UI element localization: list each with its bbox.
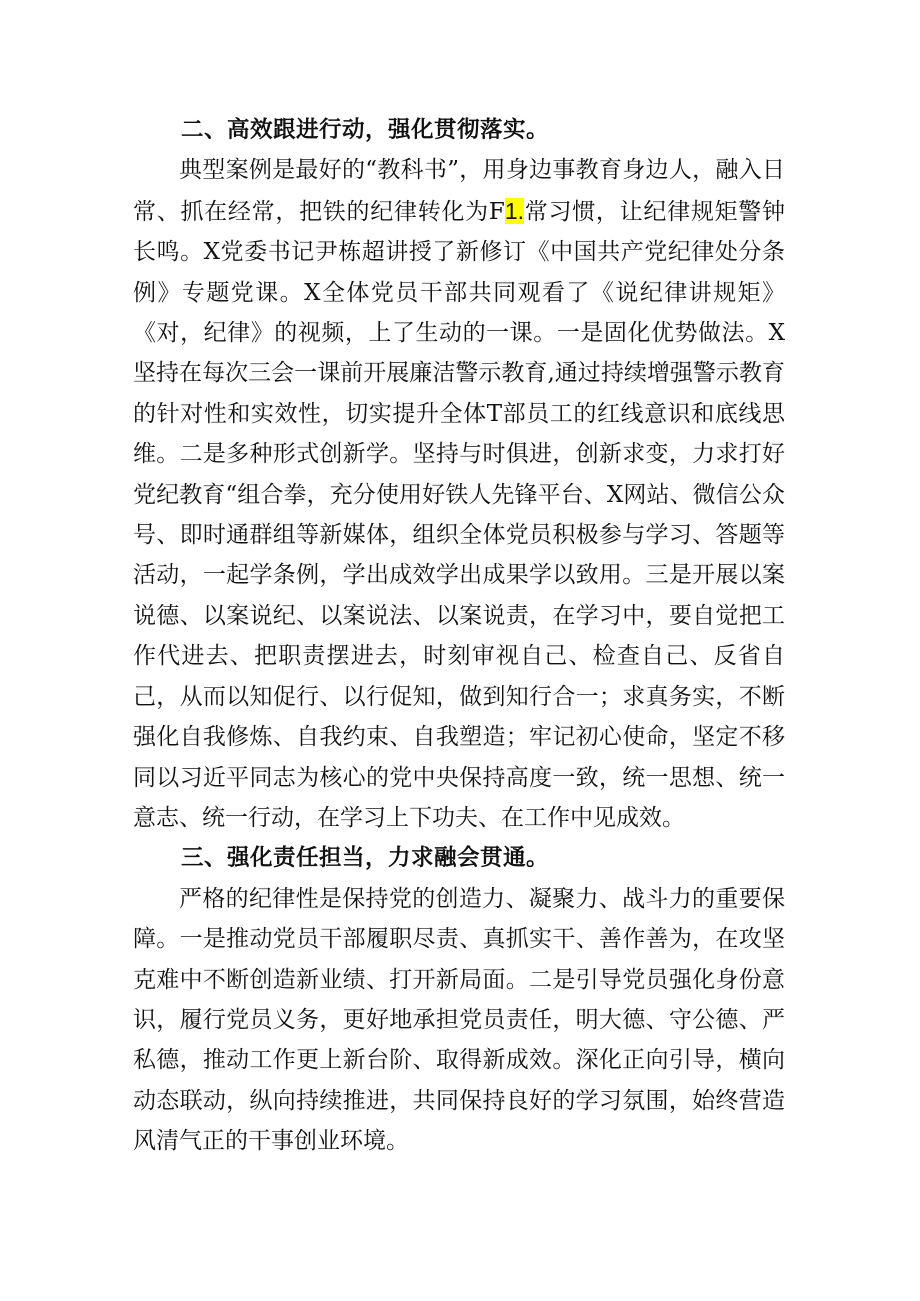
document-body <box>133 110 785 1162</box>
section-heading-2: 二、高效跟进行动，强化贯彻落实。 <box>181 117 550 143</box>
paragraph-text-before-highlight: 典型案例是最好的“教科书”，用身边事教育身边人，融入日常、抓在经常，把铁的纪律转化为F <box>133 157 785 225</box>
section-3-paragraph: 严格的纪律性是保持党的创造力、凝聚力、战斗力的重要保障。一是推动党员干部履职尽责、真抓实干、善作善为，在攻坚克难中不断创造新业绩、打开新局面。二是引导党员强化身份意识，履行党员义务，更好地承担党员责任，明大德、守公德、严私德，推动工作更上新台阶、取得新成效。深化正向引导，横向动态联动，纵向持续推进，共同保持良好的学习氛围，始终营造风清气正的干事创业环境。 <box>133 885 785 1155</box>
paragraph-text-after-highlight: 常习惯，让纪律规矩警钟长鸣。X党委书记尹栋超讲授了新修订《中国共产党纪律处分条例》专题党课。X全体党员干部共同观看了《说纪律讲规矩》《对，纪律》的视频，上了生动的一课。一是固化优势做法。X坚持在每次三会一课前开展廉洁警示教育,通过持续增强警示教育的针对性和实效性，切实提升全体T部员工的红线意识和底线思维。二是多种形式创新学。坚持与时俱进，创新求变，力求打好党纪教育“组合拳，充分使用好铁人先锋平台、X网站、微信公众号、即时通群组等新媒体，组织全体党员积极参与学习、答题等活动，一起学条例，学出成效学出成果学以致用。三是开展以案说德、以案说纪、以案说法、以案说责，在学习中，要自觉把工作代进去、把职责摆进去，时刻审视自己、检查自己、反省自己，从而以知促行、以行促知，做到知行合一；求真务实，不断强化自我修炼、自我约束、自我塑造；牢记初心使命，坚定不移同以习近平同志为核心的党中央保持高度一致，统一思想、统一意志、统一行动，在学习上下功夫、在工作中见成效。 <box>133 198 786 831</box>
highlighted-text: 1. <box>504 197 525 224</box>
section-heading-3: 三、强化责任担当，力求融会贯通。 <box>181 845 550 872</box>
section-2-paragraph <box>133 150 785 838</box>
